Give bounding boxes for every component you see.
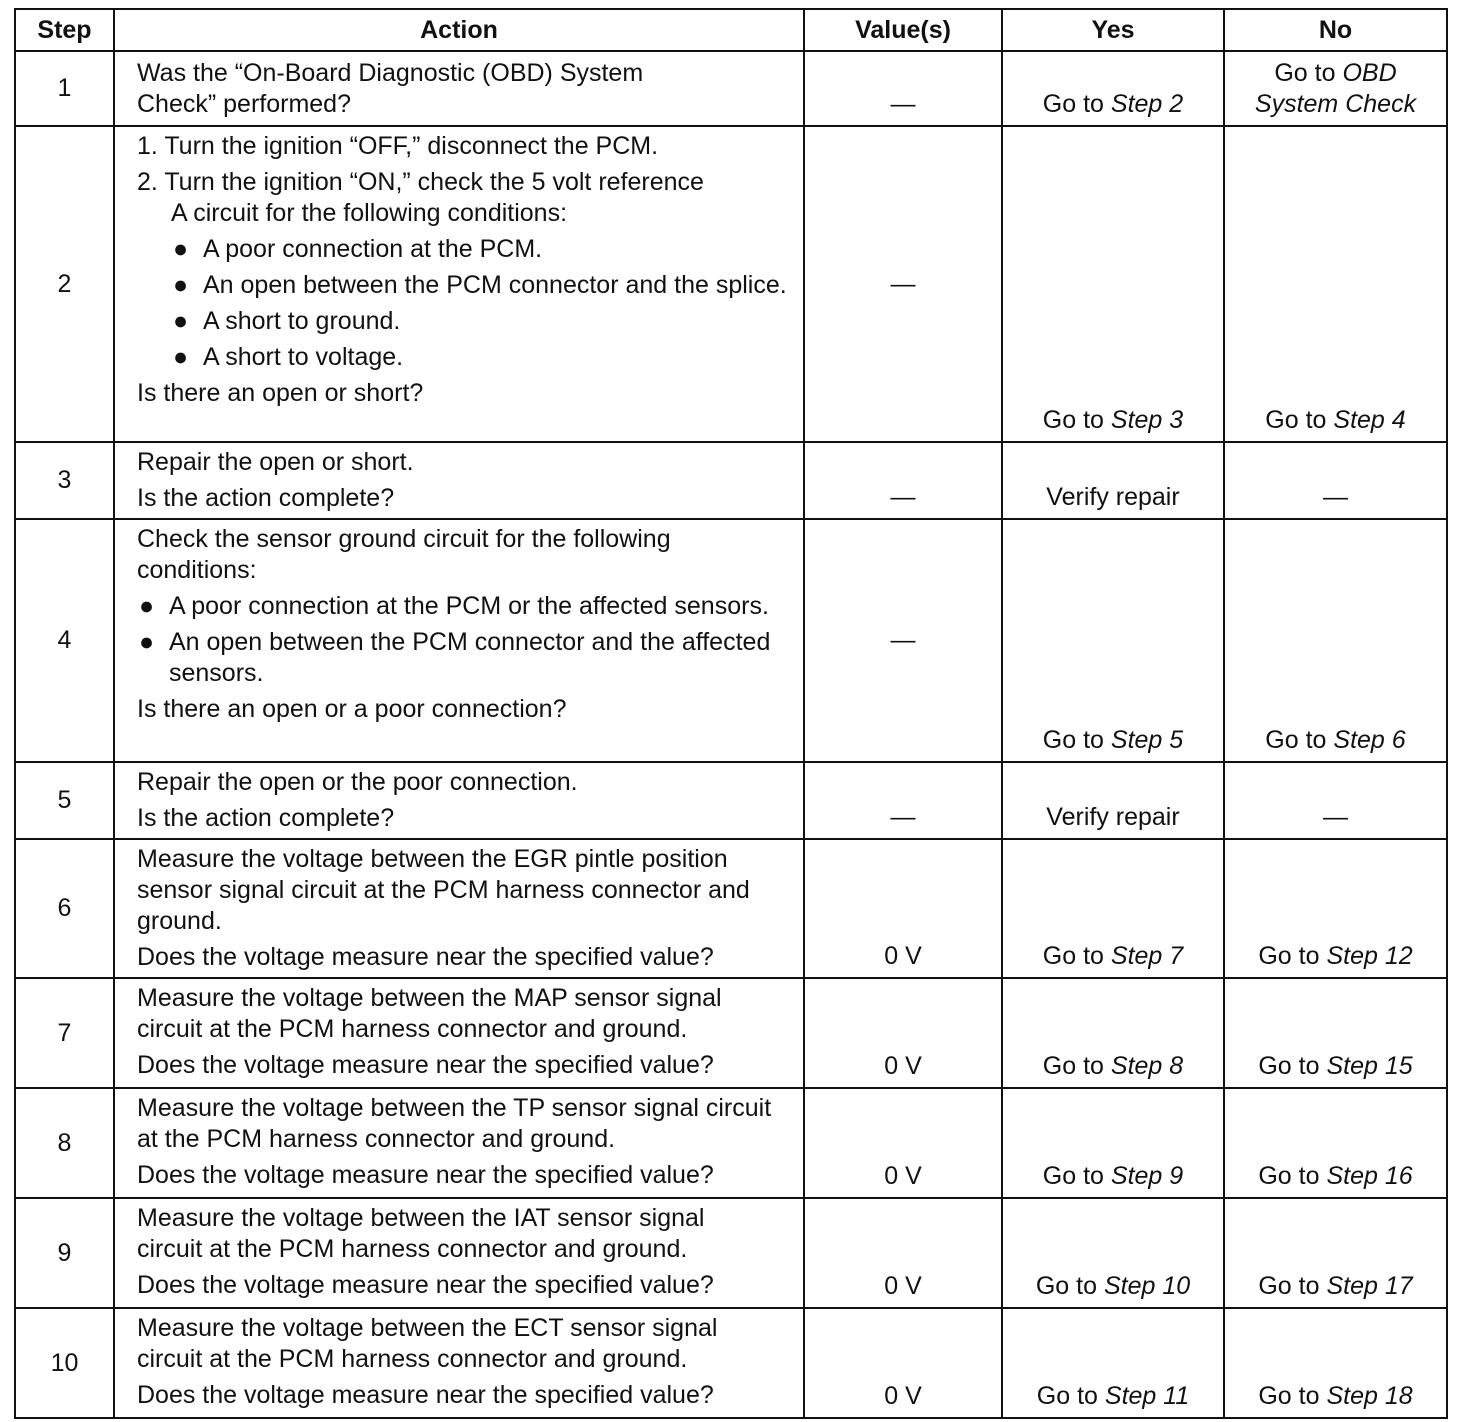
table-row (15, 1308, 1447, 1418)
step-number: 3 (15, 442, 114, 519)
no-cell: Go to Step 17 (1224, 1198, 1447, 1308)
step-number: 2 (15, 126, 114, 442)
action-question: Does the voltage measure near the specified value? (137, 1161, 714, 1189)
no-cell: Go to Step 15 (1224, 978, 1447, 1088)
action-cell (114, 519, 804, 762)
action-cell (114, 126, 804, 442)
action-cell (114, 51, 804, 126)
table-row (15, 978, 1447, 1088)
table-row (15, 51, 1447, 126)
step-number: 7 (15, 978, 114, 1088)
list-item: ● A poor connection at the PCM or the affected sensors. (139, 592, 769, 620)
value-cell: — (804, 126, 1002, 442)
value-cell: 0 V (804, 1088, 1002, 1198)
list-item: ● A short to voltage. (173, 343, 404, 371)
action-text: Measure the voltage between the IAT sensor signal circuit at the PCM harness connector and ground. (137, 1204, 705, 1263)
no-cell: — (1224, 762, 1447, 839)
action-text: A circuit for the following conditions: (171, 199, 568, 227)
no-cell: Go to Step 18 (1224, 1308, 1447, 1418)
value-cell: 0 V (804, 978, 1002, 1088)
step-number: 4 (15, 519, 114, 762)
action-question: Does the voltage measure near the specified value? (137, 1381, 714, 1409)
action-question: Is the action complete? (137, 804, 395, 832)
value-cell: 0 V (804, 839, 1002, 978)
header-yes: Yes (1002, 9, 1224, 51)
action-cell (114, 839, 804, 978)
value-cell: — (804, 51, 1002, 126)
action-text: Check” performed? (137, 89, 351, 118)
yes-cell: Go to Step 5 (1002, 519, 1224, 762)
value-cell: — (804, 519, 1002, 762)
action-question: Is there an open or a poor connection? (137, 695, 567, 723)
yes-cell: Go to Step 8 (1002, 978, 1224, 1088)
table-row (15, 126, 1447, 442)
step-number: 10 (15, 1308, 114, 1418)
value-cell: 0 V (804, 1308, 1002, 1418)
value-cell: 0 V (804, 1198, 1002, 1308)
header-action: Action (114, 9, 804, 51)
action-question: Is the action complete? (137, 484, 395, 512)
action-text: 2. Turn the ignition “ON,” check the 5 volt reference (137, 168, 704, 196)
no-cell: Go to Step 16 (1224, 1088, 1447, 1198)
action-text: Measure the voltage between the TP sensor signal circuit at the PCM harness connector and ground. (137, 1094, 772, 1153)
action-cell (114, 762, 804, 839)
yes-cell: Verify repair (1002, 762, 1224, 839)
action-text: 1. Turn the ignition “OFF,” disconnect the PCM. (137, 132, 659, 160)
yes-cell: Verify repair (1002, 442, 1224, 519)
no-cell: Go to OBD System Check (1224, 51, 1447, 126)
action-text: Measure the voltage between the EGR pintle position sensor signal circuit at the PCM harness connector and ground. (137, 845, 750, 935)
yes-cell: Go to Step 2 (1002, 51, 1224, 126)
step-number: 9 (15, 1198, 114, 1308)
no-cell: Go to Step 4 (1224, 126, 1447, 442)
header-step: Step (15, 9, 114, 51)
table-row (15, 1088, 1447, 1198)
no-cell: Go to Step 6 (1224, 519, 1447, 762)
action-cell (114, 442, 804, 519)
action-text: Measure the voltage between the MAP sensor signal circuit at the PCM harness connector and ground. (137, 984, 722, 1043)
list-item: ● A poor connection at the PCM. (173, 235, 543, 263)
action-text: Check the sensor ground circuit for the following conditions: (137, 525, 671, 584)
list-item: ● An open between the PCM connector and the affected sensors. (139, 628, 771, 687)
value-cell: — (804, 442, 1002, 519)
yes-cell: Go to Step 3 (1002, 126, 1224, 442)
yes-cell: Go to Step 9 (1002, 1088, 1224, 1198)
yes-cell: Go to Step 10 (1002, 1198, 1224, 1308)
action-question: Does the voltage measure near the specified value? (137, 1051, 714, 1079)
header-row (15, 9, 1447, 51)
step-number: 5 (15, 762, 114, 839)
no-cell: — (1224, 442, 1447, 519)
action-cell (114, 1088, 804, 1198)
list-item: ● An open between the PCM connector and the splice. (173, 271, 787, 299)
action-cell (114, 978, 804, 1088)
table-row (15, 519, 1447, 762)
action-question: Does the voltage measure near the specified value? (137, 1271, 714, 1299)
action-text: Was the “On-Board Diagnostic (OBD) System (137, 58, 644, 87)
action-text: Repair the open or the poor connection. (137, 768, 578, 796)
action-cell (114, 1198, 804, 1308)
diagnostic-table (14, 8, 1448, 1419)
step-number: 6 (15, 839, 114, 978)
table-row (15, 762, 1447, 839)
action-text: Repair the open or short. (137, 448, 414, 476)
yes-cell: Go to Step 7 (1002, 839, 1224, 978)
table-row (15, 1198, 1447, 1308)
no-cell: Go to Step 12 (1224, 839, 1447, 978)
header-no: No (1224, 9, 1447, 51)
action-question: Is there an open or short? (137, 379, 424, 407)
table-row (15, 839, 1447, 978)
table-row (15, 442, 1447, 519)
action-question: Does the voltage measure near the specified value? (137, 943, 714, 971)
value-cell: — (804, 762, 1002, 839)
step-number: 8 (15, 1088, 114, 1198)
action-cell (114, 1308, 804, 1418)
step-number: 1 (15, 51, 114, 126)
action-text: Measure the voltage between the ECT sensor signal circuit at the PCM harness connector and ground. (137, 1314, 718, 1373)
header-values: Value(s) (804, 9, 1002, 51)
list-item: ● A short to ground. (173, 307, 401, 335)
yes-cell: Go to Step 11 (1002, 1308, 1224, 1418)
